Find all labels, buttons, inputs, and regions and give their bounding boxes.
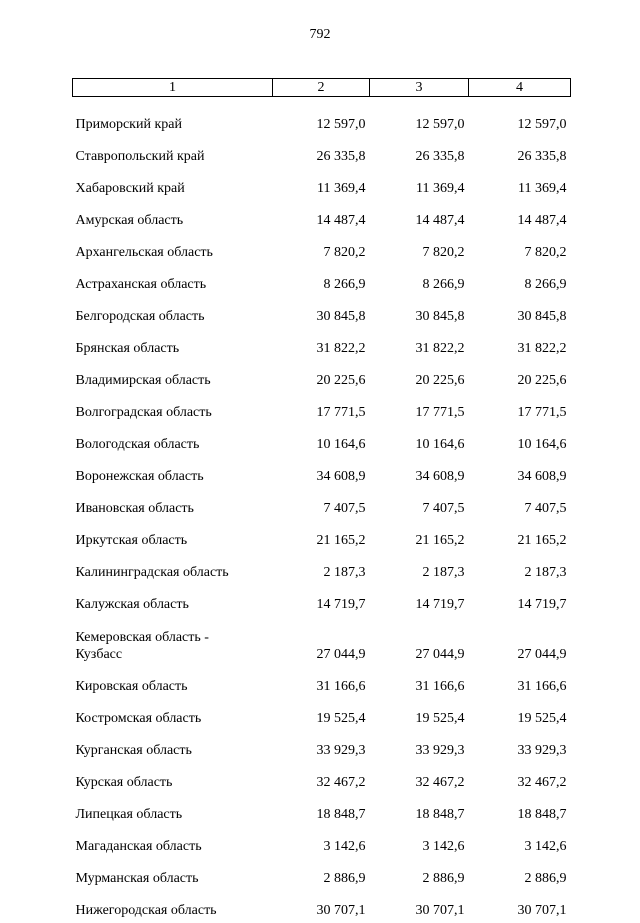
table-row — [73, 521, 571, 553]
value-col-4: 11 369,4 — [469, 169, 571, 201]
value-col-3: 32 467,2 — [370, 763, 469, 795]
value-col-4: 7 820,2 — [469, 233, 571, 265]
region-name: Брянская область — [73, 329, 273, 361]
value-col-2: 21 165,2 — [273, 521, 370, 553]
table-row — [73, 731, 571, 763]
region-name: Белгородская область — [73, 297, 273, 329]
region-name: Магаданская область — [73, 827, 273, 859]
region-name: Калужская область — [73, 585, 273, 617]
table-row — [73, 97, 571, 138]
value-col-2: 30 707,1 — [273, 891, 370, 923]
value-col-2: 26 335,8 — [273, 137, 370, 169]
value-col-3: 2 886,9 — [370, 859, 469, 891]
region-name — [73, 617, 273, 667]
header-row — [73, 79, 571, 97]
value-col-3: 27 044,9 — [370, 617, 469, 667]
value-col-2: 11 369,4 — [273, 169, 370, 201]
value-col-2: 18 848,7 — [273, 795, 370, 827]
value-col-2: 27 044,9 — [273, 617, 370, 667]
value-col-4: 33 929,3 — [469, 731, 571, 763]
table-row — [73, 137, 571, 169]
region-name-line-2: Кузбасс — [76, 646, 273, 663]
value-col-2: 10 164,6 — [273, 425, 370, 457]
table-row — [73, 699, 571, 731]
value-col-2: 33 929,3 — [273, 731, 370, 763]
value-col-4: 14 487,4 — [469, 201, 571, 233]
value-col-4: 21 165,2 — [469, 521, 571, 553]
value-col-4: 7 407,5 — [469, 489, 571, 521]
value-col-4: 10 164,6 — [469, 425, 571, 457]
value-col-3: 2 187,3 — [370, 553, 469, 585]
value-col-3: 8 266,9 — [370, 265, 469, 297]
region-name: Хабаровский край — [73, 169, 273, 201]
value-col-2: 7 820,2 — [273, 233, 370, 265]
value-col-3: 20 225,6 — [370, 361, 469, 393]
value-col-3: 30 707,1 — [370, 891, 469, 923]
table-body — [73, 97, 571, 923]
region-name: Мурманская область — [73, 859, 273, 891]
value-col-3: 19 525,4 — [370, 699, 469, 731]
value-col-3: 33 929,3 — [370, 731, 469, 763]
value-col-3: 12 597,0 — [370, 97, 469, 138]
table-row — [73, 827, 571, 859]
value-col-3: 26 335,8 — [370, 137, 469, 169]
region-name: Калининградская область — [73, 553, 273, 585]
region-name: Ставропольский край — [73, 137, 273, 169]
header-cell-3: 3 — [370, 79, 469, 97]
region-name: Курская область — [73, 763, 273, 795]
value-col-3: 34 608,9 — [370, 457, 469, 489]
table-row — [73, 859, 571, 891]
value-col-2: 12 597,0 — [273, 97, 370, 138]
table-row — [73, 763, 571, 795]
value-col-3: 31 166,6 — [370, 667, 469, 699]
header-cell-4: 4 — [469, 79, 571, 97]
value-col-3: 31 822,2 — [370, 329, 469, 361]
value-col-3: 14 719,7 — [370, 585, 469, 617]
value-col-4: 32 467,2 — [469, 763, 571, 795]
region-name: Владимирская область — [73, 361, 273, 393]
value-col-2: 20 225,6 — [273, 361, 370, 393]
value-col-2: 2 187,3 — [273, 553, 370, 585]
value-col-2: 7 407,5 — [273, 489, 370, 521]
region-name: Курганская область — [73, 731, 273, 763]
value-col-4: 17 771,5 — [469, 393, 571, 425]
header-cell-1: 1 — [73, 79, 273, 97]
region-name: Липецкая область — [73, 795, 273, 827]
value-col-4: 2 886,9 — [469, 859, 571, 891]
value-col-4: 20 225,6 — [469, 361, 571, 393]
table-row — [73, 585, 571, 617]
region-name: Вологодская область — [73, 425, 273, 457]
value-col-2: 17 771,5 — [273, 393, 370, 425]
value-col-3: 17 771,5 — [370, 393, 469, 425]
region-name: Кировская область — [73, 667, 273, 699]
table-row — [73, 457, 571, 489]
value-col-4: 31 166,6 — [469, 667, 571, 699]
data-table — [72, 78, 571, 923]
value-col-3: 7 407,5 — [370, 489, 469, 521]
table-row — [73, 233, 571, 265]
value-col-3: 7 820,2 — [370, 233, 469, 265]
table-row — [73, 425, 571, 457]
table-row — [73, 667, 571, 699]
table-row — [73, 361, 571, 393]
value-col-3: 3 142,6 — [370, 827, 469, 859]
value-col-2: 34 608,9 — [273, 457, 370, 489]
region-name-line-1: Кемеровская область - — [76, 629, 273, 646]
region-name: Волгоградская область — [73, 393, 273, 425]
value-col-4: 3 142,6 — [469, 827, 571, 859]
value-col-2: 31 166,6 — [273, 667, 370, 699]
region-name: Нижегородская область — [73, 891, 273, 923]
table-row — [73, 201, 571, 233]
table-row — [73, 795, 571, 827]
page-number: 792 — [0, 27, 640, 43]
table-row — [73, 891, 571, 923]
region-name: Амурская область — [73, 201, 273, 233]
value-col-4: 18 848,7 — [469, 795, 571, 827]
region-name: Приморский край — [73, 97, 273, 138]
value-col-2: 19 525,4 — [273, 699, 370, 731]
value-col-2: 2 886,9 — [273, 859, 370, 891]
table-row — [73, 393, 571, 425]
value-col-4: 34 608,9 — [469, 457, 571, 489]
table-header — [73, 79, 571, 97]
region-name: Иркутская область — [73, 521, 273, 553]
value-col-2: 32 467,2 — [273, 763, 370, 795]
value-col-2: 14 487,4 — [273, 201, 370, 233]
value-col-3: 10 164,6 — [370, 425, 469, 457]
region-name: Архангельская область — [73, 233, 273, 265]
header-cell-2: 2 — [273, 79, 370, 97]
value-col-2: 3 142,6 — [273, 827, 370, 859]
table-row — [73, 297, 571, 329]
value-col-4: 12 597,0 — [469, 97, 571, 138]
value-col-4: 26 335,8 — [469, 137, 571, 169]
value-col-3: 30 845,8 — [370, 297, 469, 329]
value-col-2: 8 266,9 — [273, 265, 370, 297]
value-col-4: 14 719,7 — [469, 585, 571, 617]
value-col-4: 8 266,9 — [469, 265, 571, 297]
table-row — [73, 169, 571, 201]
region-name: Ивановская область — [73, 489, 273, 521]
value-col-3: 21 165,2 — [370, 521, 469, 553]
value-col-4: 30 707,1 — [469, 891, 571, 923]
value-col-2: 14 719,7 — [273, 585, 370, 617]
value-col-4: 27 044,9 — [469, 617, 571, 667]
value-col-3: 11 369,4 — [370, 169, 469, 201]
value-col-4: 31 822,2 — [469, 329, 571, 361]
region-name: Астраханская область — [73, 265, 273, 297]
value-col-3: 14 487,4 — [370, 201, 469, 233]
table-row — [73, 617, 571, 667]
region-name: Воронежская область — [73, 457, 273, 489]
table-row — [73, 489, 571, 521]
value-col-4: 30 845,8 — [469, 297, 571, 329]
value-col-4: 2 187,3 — [469, 553, 571, 585]
value-col-4: 19 525,4 — [469, 699, 571, 731]
value-col-3: 18 848,7 — [370, 795, 469, 827]
value-col-2: 30 845,8 — [273, 297, 370, 329]
table-row — [73, 553, 571, 585]
value-col-2: 31 822,2 — [273, 329, 370, 361]
table-row — [73, 329, 571, 361]
table-row — [73, 265, 571, 297]
region-name: Костромская область — [73, 699, 273, 731]
